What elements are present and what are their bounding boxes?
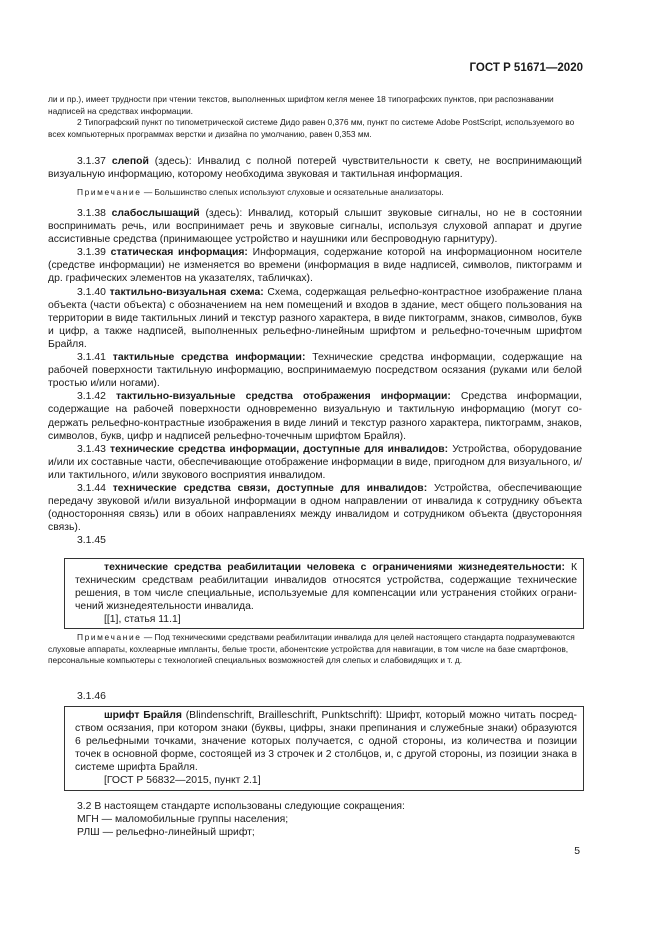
term-definition: (здесь): Инвалид, который слышит звуковые сигналы, но не в состоянии воспринимать речь, или воспринимает речь и звуковые сигналы, используя слуховой аппарат и другие ассистивные средства (принимающее устройство и наушники или беспроводную гарнитуру).	[48, 208, 582, 246]
term-definition: Схема, содержащая рельефно-контрастное изображение плана объекта (части объекта) с обозначением на нем помещений и входов в здание, мест общего пользования на территории в виде тактильных линий и текстур разного характера, в виде пиктограмм, знаков, символов, букв и цифр, а также надписей, выполненных рельефно-линейным шрифтом и рельефно-точечным шрифтом Брайля.	[48, 286, 583, 350]
term-3-1-45	[75, 561, 577, 613]
term-3-1-42	[48, 390, 582, 442]
term-number: 3.1.39	[77, 247, 106, 259]
term-number: 3.1.40	[77, 286, 106, 298]
term-reference: [[1], статья 11.1]	[104, 614, 181, 626]
term-3-1-46	[75, 709, 577, 774]
term-title: слепой	[111, 156, 149, 167]
abbreviations	[48, 800, 582, 839]
terms-list	[48, 207, 582, 547]
term-definition: (Blindenschrift, Brailleschrift, Punktschrift): Шрифт, который можно читать посредством осязания, при котором знаки (буквы, цифры, знаки препинания и служебные знаки) образуются 6 рельефными точками, значение которых получается, с одной стороны, из количества и позиции точек в основной форме, состоящей из 3 строчек и 2 столбцов, и, с другой стороны, из позиции знака в системе шрифта Брайля.	[75, 710, 577, 774]
term-title: статическая информация:	[110, 247, 248, 259]
term-number: 3.1.38	[77, 208, 106, 219]
term-number: 3.1.41	[77, 352, 106, 364]
standard-code: ГОСТ Р 51671—2020	[469, 62, 583, 74]
abbreviation-item: РЛШ — рельефно-линейный шрифт;	[77, 827, 255, 839]
term-definition: Информация, содержание которой на информационном носителе (средстве информации) не изменяется во времени (информация в виде надписей, символов, пиктограмм и др. графических элементов на указателях, табличках).	[48, 247, 583, 285]
note-continuation: ли и пр.), имеет трудности при чтении текстов, выполненных шрифтом кегля менее 18 типографских пунктов, при распознавании надписей на средствах информации.	[48, 94, 554, 116]
term-title: технические средства реабилитации человека с ограничениями жизнедеятельности:	[104, 562, 565, 573]
term-3-1-46-number: 3.1.46	[77, 691, 106, 702]
term-reference: [ГОСТ Р 56832—2015, пункт 2.1]	[104, 775, 261, 787]
term-title: шрифт Брайля	[104, 710, 182, 721]
term-3-1-46-box	[64, 706, 584, 791]
term-3-1-45-number: 3.1.45	[77, 535, 106, 547]
term-title: технические средства связи, доступные для инвалидов:	[112, 482, 428, 494]
term-title: тактильно-визуальные средства отображения информации:	[115, 391, 451, 403]
term-definition: Средства информации, содержащие на рабочей поверхности одновременно визуальную и тактильную информацию (могут содержать рельефно-контрастные изображения в виде линий и текстур разного характера, пиктограмм, знаков, символов, букв, цифр и надписей рельефно-точечным шрифтом Брайля).	[48, 391, 582, 442]
term-3-1-43	[48, 443, 582, 482]
term-definition: Устройства, оборудование и/или их составные части, обеспечивающие отображение информации в виде, пригодном для визуального, и/или тактильного, и/или звукового восприятия инвалидом.	[48, 443, 583, 481]
note-label: Примечание	[77, 187, 142, 197]
note-rehab	[48, 632, 582, 667]
term-title: технические средства информации, доступные для инвалидов:	[110, 443, 449, 455]
abbreviations-intro: 3.2 В настоящем стандарте использованы следующие сокращения:	[77, 801, 405, 812]
term-3-1-39	[48, 246, 582, 285]
term-3-1-38	[48, 207, 582, 246]
term-title: тактильно-визуальная схема:	[109, 286, 264, 298]
term-number: 3.1.43	[77, 443, 106, 455]
term-3-1-41	[48, 351, 582, 390]
term-3-1-44	[48, 482, 582, 534]
term-number: 3.1.44	[77, 482, 106, 494]
note-text: — Большинство слепых используют слуховые и осязательные анализаторы.	[143, 187, 444, 197]
term-3-1-37	[48, 155, 582, 181]
term-definition: К техническим средствам реабилитации инвалидов относятся устройства, содержащие технические решения, в том числе специальные, используемые для компенсации или устранения стойких ограничений жизнедеятельности инвалида.	[75, 562, 577, 613]
note-blind	[48, 187, 582, 199]
term-definition: Устройства, обеспечивающие передачу звуковой и/или визуальной информации в одном направлении от инвалида к сотруднику объекта (односторонняя связь) или в обоих направлениях между инвалидом и сотрудником объекта (двусторонняя связь).	[48, 482, 583, 534]
term-title: слабослышащий	[111, 208, 200, 219]
page-number: 5	[574, 846, 580, 857]
term-3-1-40	[48, 286, 582, 351]
term-title: тактильные средства информации:	[112, 352, 306, 364]
term-3-1-45-box	[64, 558, 584, 629]
term-definition: (здесь): Инвалид с полной потерей чувствительности к свету, не воспринимающий визуальную информацию, которому необходима звуковая и тактильная информация.	[48, 156, 582, 181]
term-number: 3.1.42	[77, 391, 106, 403]
note-text: — Под техническими средствами реабилитации инвалида для целей настоящего стандарта подразумеваются слуховые аппараты, кохлеарные импланты, белые трости, абонентские устройства для навигации, в том числе на базе смартфонов, персональные компьютеры с технологией специальных возможностей для слепых и слабовидящих и т. д.	[48, 632, 575, 666]
abbreviation-item: МГН — маломобильные группы населения;	[77, 814, 289, 826]
note-label: Примечание	[77, 632, 142, 642]
note-2: 2 Типографский пункт по типометрической системе Дидо равен 0,376 мм, пункт по системе Adobe PostScript, используемого во всех компьютерных программах верстки и дизайна по умолчанию, равен 0,353 мм.	[48, 117, 575, 139]
term-number: 3.1.37	[77, 156, 106, 167]
term-definition: Технические средства информации, содержащие на рабочей поверхности тактильную информацию, воспринимаемую посредством осязания (руками или белой тростью и/или ногами).	[48, 352, 583, 390]
